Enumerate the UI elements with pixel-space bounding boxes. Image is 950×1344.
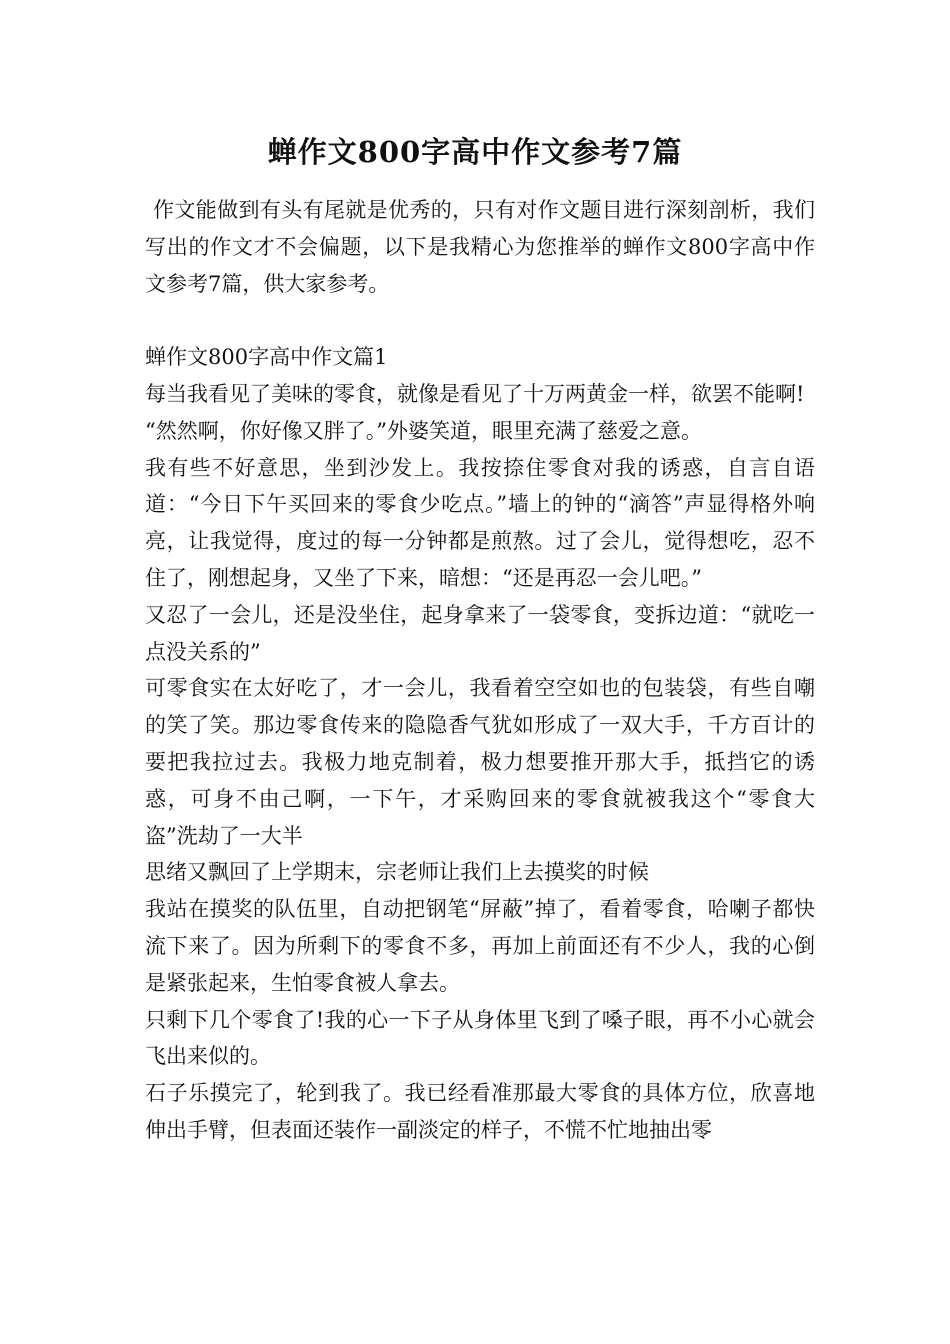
- paragraph-gap: [145, 302, 815, 339]
- section-heading: 蝉作文800字高中作文篇1: [145, 345, 388, 370]
- body-paragraph: 可零食实在太好吃了，才一会儿，我看着空空如也的包装袋，有些自嘲的笑了笑。那边零食传来的隐隐香气犹如形成了一双大手，千方百计的要把我拉过去。我极力地克制着，极力想要推开那大手，抵挡它的诱惑，可身不由己啊，一下午，才采购回来的零食就被我这个“零食大盗”洗劫了一大半: [145, 676, 815, 848]
- body-paragraph: 又忍了一会儿，还是没坐住，起身拿来了一袋零食，变拆边道：“就吃一点没关系的”: [145, 602, 815, 664]
- document-title: 蝉作文800字高中作文参考7篇: [267, 135, 683, 169]
- intro-paragraph: 作文能做到有头有尾就是优秀的，只有对作文题目进行深刻剖析，我们写出的作文才不会偏题，以下是我精心为您推举的蝉作文800字高中作文参考7篇，供大家参考。: [145, 198, 815, 296]
- body-paragraph: 我站在摸奖的队伍里，自动把钢笔“屏蔽”掉了，看着零食，哈喇子都快流下来了。因为所剩下的零食不多，再加上前面还有不少人，我的心倒是紧张起来，生怕零食被人拿去。: [145, 897, 815, 995]
- document-body: [145, 192, 815, 1149]
- body-paragraph: 思绪又飘回了上学期末，宗老师让我们上去摸奖的时候: [145, 860, 649, 885]
- body-paragraph: “然然啊，你好像又胖了。”外婆笑道，眼里充满了慈爱之意。: [145, 418, 702, 443]
- body-paragraph: 只剩下几个零食了!我的心一下子从身体里飞到了嗓子眼，再不小心就会飞出来似的。: [145, 1007, 815, 1069]
- body-paragraph: 我有些不好意思，坐到沙发上。我按捺住零食对我的诱惑，自言自语道：“今日下午买回来的零食少吃点。”墙上的钟的“滴答”声显得格外响亮，让我觉得，度过的每一分钟都是煎熬。过了会儿，觉得想吃，忍不住了，刚想起身，又坐了下来，暗想：“还是再忍一会儿吧。”: [145, 455, 815, 590]
- body-paragraph: 每当我看见了美味的零食，就像是看见了十万两黄金一样，欲罢不能啊!: [145, 381, 805, 406]
- body-paragraph: 石子乐摸完了，轮到我了。我已经看准那最大零食的具体方位，欣喜地伸出手臂，但表面还装作一副淡定的样子，不慌不忙地抽出零: [145, 1081, 815, 1142]
